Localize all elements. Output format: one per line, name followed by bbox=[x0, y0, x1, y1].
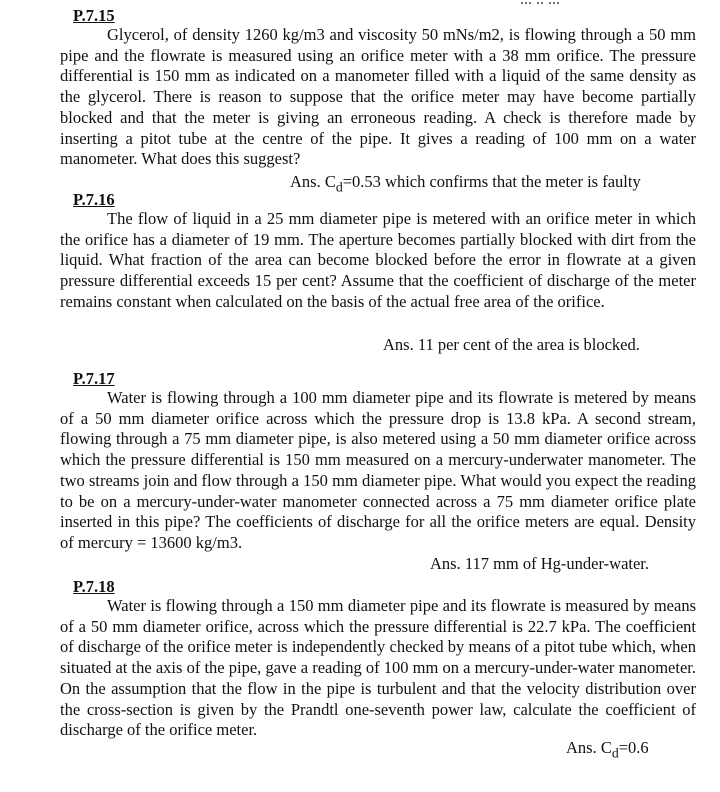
problem-number: P.7.17 bbox=[73, 369, 115, 388]
problem-7-18 bbox=[60, 578, 696, 741]
problem-text: Water is flowing through a 100 mm diameter pipe and its flowrate is metered by means of a 50 mm diameter orifice across which the pressure drop is 13.8 kPa. A second stream, flowing through a 75 mm diameter pipe, is also metered using a 50 mm diameter orifice across which the pressure differential is 150 mm measured on a mercury-underwater manometer. The two streams join and flow through a 150 mm diameter pipe. What would you expect the reading to be on a mercury-under-water manometer connected across a 75 mm diameter orifice plate inserted in this pipe? The coefficients of discharge for all the orifice meters are equal. Density of mercury = 13600 kg/m3. bbox=[60, 388, 696, 552]
answer-suffix: =0.53 which confirms that the meter is faulty bbox=[342, 172, 641, 191]
answer-prefix: Ans. C bbox=[566, 738, 612, 757]
problem-number: P.7.16 bbox=[73, 190, 115, 209]
problem-text: The flow of liquid in a 25 mm diameter pipe is metered with an orifice meter in which the orifice has a diameter of 19 mm. The aperture becomes partially blocked with dirt from the liquid. What fraction of the area can become blocked before the error in flowrate at a given pressure differential exceeds 15 per cent? Assume that the coefficient of discharge of the meter remains constant when calculated on the basis of the actual free area of the orifice. bbox=[60, 209, 696, 311]
problem-7-17 bbox=[60, 370, 696, 554]
problem-text: Glycerol, of density 1260 kg/m3 and viscosity 50 mNs/m2, is flowing through a 50 mm pipe and the flowrate is measured using an orifice meter with a 38 mm orifice. The pressure differential is 150 mm as indicated on a manometer filled with a liquid of the same density as the glycerol. There is reason to suppose that the orifice meter may have become partially blocked and that the meter is giving an erroneous reading. A check is therefore made by inserting a pitot tube at the centre of the pipe. It gives a reading of 100 mm on a water manometer. What does this suggest? bbox=[60, 25, 696, 169]
answer-7-18 bbox=[566, 738, 649, 763]
answer-suffix: =0.6 bbox=[618, 738, 649, 757]
problem-7-15 bbox=[60, 7, 696, 170]
answer-prefix: Ans. C bbox=[290, 172, 336, 191]
answer-subscript: d bbox=[611, 745, 619, 761]
problem-7-16 bbox=[60, 191, 696, 313]
problem-number: P.7.18 bbox=[73, 577, 115, 596]
answer-subscript: d bbox=[335, 179, 343, 195]
answer-7-17: Ans. 117 mm of Hg-under-water. bbox=[430, 554, 650, 573]
answer-7-16: Ans. 11 per cent of the area is blocked. bbox=[383, 335, 640, 354]
problem-number: P.7.15 bbox=[73, 6, 115, 25]
problem-text: Water is flowing through a 150 mm diameter pipe and its flowrate is measured by means of a 50 mm diameter orifice, across which the pressure differential is 22.7 kPa. The coefficient of discharge of the orifice meter is independently checked by means of a pitot tube which, when situated at the axis of the pipe, gave a reading of 100 mm on a mercury-under-water manometer. On the assumption that the flow in the pipe is turbulent and that the velocity distribution over the cross-section is given by the Prandtl one-seventh power law, calculate the coefficient of discharge of the orifice meter. bbox=[60, 596, 696, 740]
